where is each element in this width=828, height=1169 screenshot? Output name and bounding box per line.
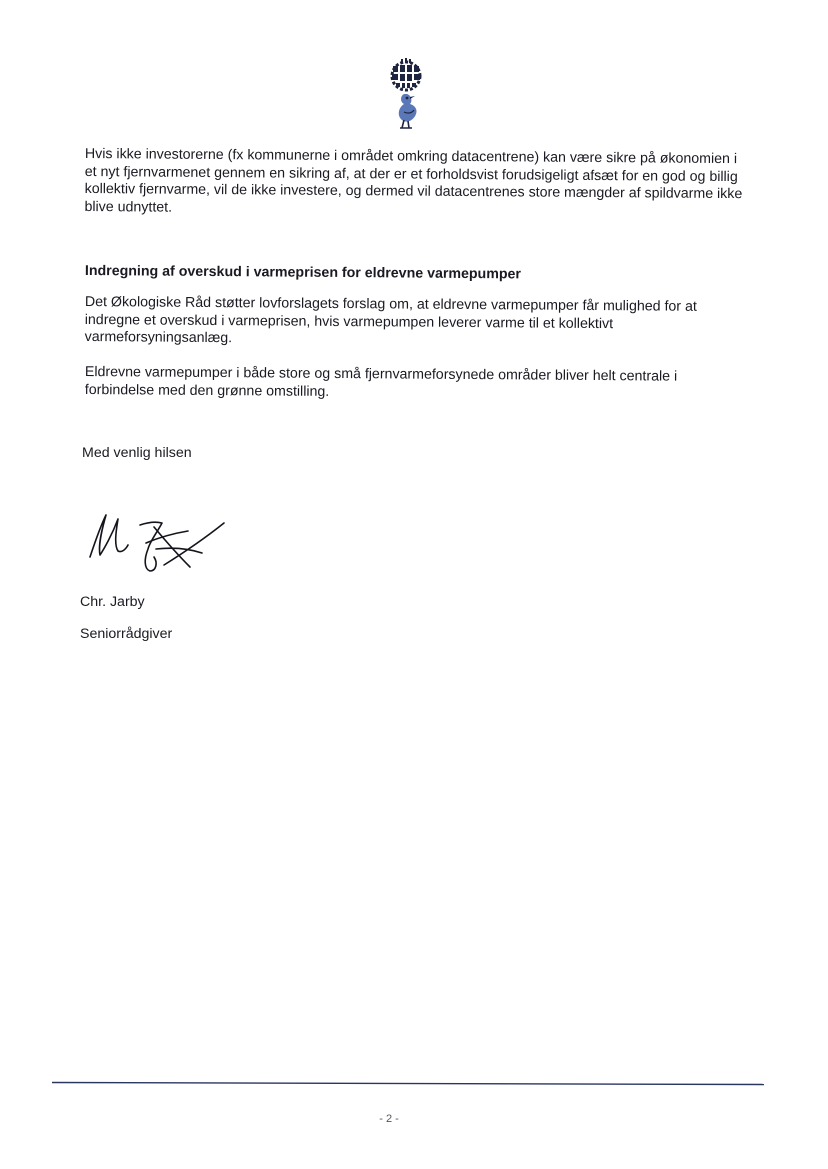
- footer-divider: [52, 1081, 764, 1086]
- closing-greeting: Med venlig hilsen: [82, 445, 192, 461]
- globe-bird-logo-icon: [384, 56, 428, 132]
- body-paragraph: Eldrevne varmepumper i både store og små fjernvarmeforsynede områder bliver helt centrale i forbindelse med den grønne omstilling.: [84, 364, 678, 400]
- body-paragraph: Det Økologiske Råd støtter lovforslagets forslag om, at eldrevne varmepumper får mulighed for at indregne et overskud i varmeprisen, hvis varmepumpen leverer varme til et kollektivt varmeforsyningsanlæg.: [84, 294, 697, 347]
- page-number: - 2 -: [379, 1113, 399, 1125]
- body-paragraph: Hvis ikke investorerne (fx kommunerne i området omkring datacentrene) kan være sikre på økonomien i et nyt fjernvarmenet gennem en sikring af, at der er et forholdsvist forudsigeligt afsæt for en god og billig kollektiv fjernvarme, vil de ikke investere, og dermed vil datacentrenes store mængder af spildvarme ikke blive udnyttet.: [84, 146, 743, 216]
- handwritten-signature-icon: [84, 505, 234, 585]
- signer-name: Chr. Jarby: [80, 594, 145, 610]
- section-heading: Indregning af overskud i varmeprisen for eldrevne varmepumper: [84, 263, 522, 283]
- signer-title: Seniorrådgiver: [80, 626, 173, 642]
